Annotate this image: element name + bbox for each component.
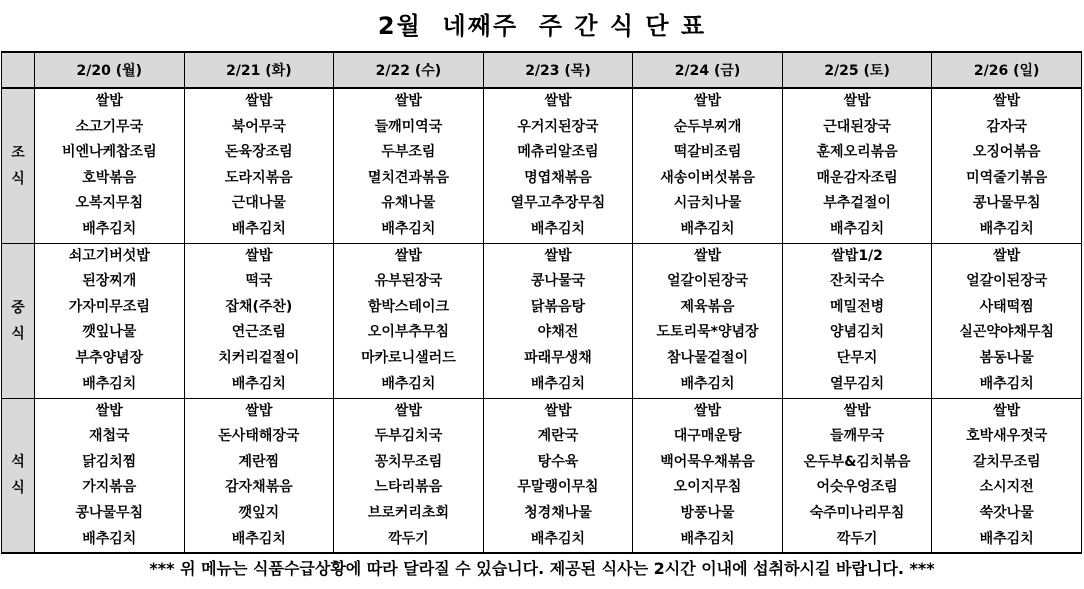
menu-cell [782,243,932,398]
menu-item: 쌀밥 [843,93,871,109]
day-header: 2/20 (월) [35,52,185,88]
menu-item: 참나물겉절이 [666,349,749,366]
menu-item: 방풍나물 [680,504,735,521]
menu-cell [782,398,932,553]
menu-item: 얼갈이된장국 [966,273,1048,290]
menu-item: 우거지된장국 [517,118,599,135]
menu-cell [35,398,185,553]
menu-item: 쌀밥 [544,93,572,109]
menu-item: 들깨미역국 [374,118,443,135]
menu-item: 근대된장국 [823,118,891,135]
menu-item: 야채전 [537,324,579,341]
menu-item: 깻잎나물 [82,324,137,341]
menu-item: 마카로니샐러드 [361,349,456,366]
menu-item: 브로커리초회 [367,504,449,521]
menu-cell [184,398,334,553]
menu-item: 쌀밥 [694,247,722,264]
menu-item: 콩나물무침 [972,195,1041,212]
menu-item: 가자미무조림 [68,298,150,315]
menu-item: 배추김치 [381,375,436,392]
menu-item: 깍두기 [836,530,878,547]
menu-item: 가지볶음 [82,479,137,496]
menu-item: 떡갈비조림 [673,144,742,161]
menu-cell [932,243,1082,398]
menu-item: 감자채볶음 [225,479,293,496]
menu-item: 배추김치 [530,375,586,392]
menu-item: 배추김치 [979,375,1034,392]
menu-item: 쌀밥 [245,402,273,419]
menu-item: 배추김치 [231,220,286,237]
menu-item: 쇠고기버섯밥 [68,247,150,264]
menu-item: 쌀밥 [394,247,422,264]
menu-item: 잡채(주찬) [225,298,293,315]
menu-item: 무말랭이무침 [517,479,599,496]
menu-item: 잔치국수 [830,273,885,290]
menu-item: 열무김치 [830,375,885,392]
menu-item: 닭볶음탕 [530,298,586,315]
weekly-menu-table [1,51,1082,554]
menu-item: 사태떡찜 [979,298,1034,315]
menu-cell [633,243,783,398]
menu-item: 배추김치 [680,375,735,392]
meal-label-line: 조 [11,144,25,161]
day-header: 2/26 (일) [932,52,1082,88]
menu-item: 쌀밥 [245,247,273,264]
meal-row [2,243,1082,398]
menu-cell [35,243,185,398]
day-header: 2/22 (수) [334,52,484,88]
menu-item: 오징어볶음 [972,144,1041,161]
header-corner [2,52,35,88]
menu-item: 닭김치찜 [82,453,137,470]
menu-item: 배추김치 [979,530,1034,547]
menu-item: 떡국 [245,273,273,290]
menu-item: 쌀밥 [993,402,1021,419]
menu-item: 숙주미나리무침 [809,504,905,521]
menu-item: 계란국 [537,428,579,445]
menu-item: 명엽채볶음 [524,169,592,186]
meal-row [2,88,1082,243]
menu-item: 백어묵우채볶음 [660,453,755,470]
menu-item: 메츄리알조림 [517,144,599,161]
meal-label-line: 식 [11,480,25,497]
menu-item: 호박새우젓국 [966,428,1048,445]
meal-row [2,398,1082,553]
menu-item: 매운감자조림 [816,169,898,186]
menu-item: 유채나물 [381,195,436,212]
menu-item: 돈사태해장국 [218,428,300,445]
meal-label [2,88,35,243]
menu-item: 배추김치 [530,220,586,237]
menu-item: 쌀밥 [95,402,123,419]
menu-item: 배추김치 [82,220,137,237]
menu-item: 계란찜 [238,453,280,470]
day-header: 2/23 (목) [483,52,633,88]
menu-item: 재첩국 [88,428,130,445]
footer-notice: *** 위 메뉴는 식품수급상황에 따라 달라질 수 있습니다. 제공된 식사는 2시간 이내에 섭취하시길 바랍니다. *** [149,559,935,578]
menu-item: 탕수육 [537,453,579,470]
menu-item: 쌀밥 [694,402,722,419]
day-header: 2/25 (토) [782,52,932,88]
menu-cell [334,243,484,398]
menu-item: 콩나물국 [530,273,586,290]
header-row [2,52,1082,88]
menu-item: 깻잎지 [238,504,280,521]
menu-item: 대구매운탕 [673,428,742,445]
menu-item: 북어무국 [231,118,286,135]
menu-item: 시금치나물 [673,195,742,212]
menu-item: 쌀밥 [544,247,572,264]
menu-item: 쌀밥 [993,247,1021,264]
menu-item: 부추겉절이 [823,195,891,212]
meal-label [2,398,35,553]
menu-cell [334,88,484,243]
menu-item: 꽁치무조림 [374,453,443,470]
menu-item: 메밀전병 [830,298,885,315]
menu-item: 배추김치 [680,220,735,237]
menu-item: 연근조림 [231,324,286,341]
menu-item: 두부김치국 [374,428,443,445]
menu-item: 쌀밥 [544,402,572,419]
menu-item: 배추김치 [680,530,735,547]
menu-cell [483,88,633,243]
menu-cell [483,398,633,553]
menu-cell [932,398,1082,553]
menu-item: 쌀밥 [394,93,422,109]
menu-item: 함박스테이크 [367,298,449,315]
menu-item: 새송이버섯볶음 [660,169,755,186]
menu-item: 배추김치 [530,530,586,547]
menu-item: 훈제오리볶음 [816,144,898,161]
menu-cell [633,88,783,243]
menu-item: 배추김치 [82,375,137,392]
menu-item: 쌀밥 [245,93,273,109]
menu-item: 실곤약야채무침 [959,324,1055,341]
menu-item: 오이부추무침 [367,324,449,341]
menu-cell [35,88,185,243]
menu-item: 배추김치 [82,530,137,547]
meal-label-line: 석 [11,454,25,471]
menu-item: 갈치무조림 [972,453,1041,470]
menu-item: 도토리묵*양념장 [656,324,759,341]
menu-item: 유부된장국 [374,273,443,290]
menu-item: 제육볶음 [680,298,735,315]
menu-item: 부추양념장 [75,349,144,366]
menu-item: 청경채나물 [524,504,592,521]
menu-cell [782,88,932,243]
menu-item: 배추김치 [231,530,286,547]
menu-item: 쌀밥 [95,93,123,109]
menu-item: 어슷우엉조림 [816,479,898,496]
menu-item: 쑥갓나물 [979,504,1034,521]
menu-item: 배추김치 [231,375,286,392]
menu-item: 오복지무침 [75,195,144,212]
menu-item: 얼갈이된장국 [666,273,749,290]
menu-cell [633,398,783,553]
day-header: 2/24 (금) [633,52,783,88]
meal-label-line: 식 [11,170,25,187]
menu-item: 온두부&김치볶음 [803,453,911,470]
menu-item: 미역줄기볶음 [966,169,1048,186]
menu-item: 쌀밥 [843,402,871,419]
menu-item: 쌀밥 [993,93,1021,109]
menu-cell [932,88,1082,243]
menu-item: 봄동나물 [979,349,1034,366]
menu-item: 호박볶음 [82,169,137,186]
menu-item: 열무고추장무침 [510,195,606,212]
menu-item: 배추김치 [381,220,436,237]
meal-label [2,243,35,398]
menu-item: 쌀밥1/2 [831,247,883,264]
menu-item: 오이지무침 [673,479,742,496]
menu-item: 두부조림 [381,144,436,161]
menu-item: 느타리볶음 [374,479,443,496]
menu-cell [184,243,334,398]
menu-item: 쌀밥 [394,402,422,419]
menu-item: 깍두기 [388,530,429,547]
meal-label-line: 식 [11,325,25,342]
menu-item: 배추김치 [979,220,1034,237]
menu-cell [184,88,334,243]
menu-item: 소시지전 [979,479,1034,496]
menu-item: 근대나물 [231,195,286,212]
menu-item: 순두부찌개 [673,118,742,135]
menu-item: 양념김치 [830,324,885,341]
menu-item: 도라지볶음 [225,169,293,186]
menu-item: 돈육장조림 [225,144,293,161]
menu-item: 쌀밥 [694,93,722,109]
menu-cell [483,243,633,398]
menu-item: 비엔나케찹조림 [61,144,157,161]
menu-item: 파래무생채 [524,349,592,366]
menu-item: 들깨무국 [830,428,885,445]
day-header: 2/21 (화) [184,52,334,88]
page-title: 2월 네째주 주 간 식 단 표 [377,12,707,40]
menu-item: 단무지 [836,349,878,366]
menu-item: 멸치견과볶음 [367,169,449,186]
menu-item: 된장찌개 [82,273,137,290]
menu-item: 배추김치 [830,220,885,237]
menu-item: 감자국 [986,118,1027,135]
menu-cell [334,398,484,553]
meal-label-line: 중 [11,299,25,316]
menu-item: 소고기무국 [75,118,144,135]
menu-item: 콩나물무침 [75,504,144,521]
menu-item: 치커리겉절이 [218,349,300,366]
